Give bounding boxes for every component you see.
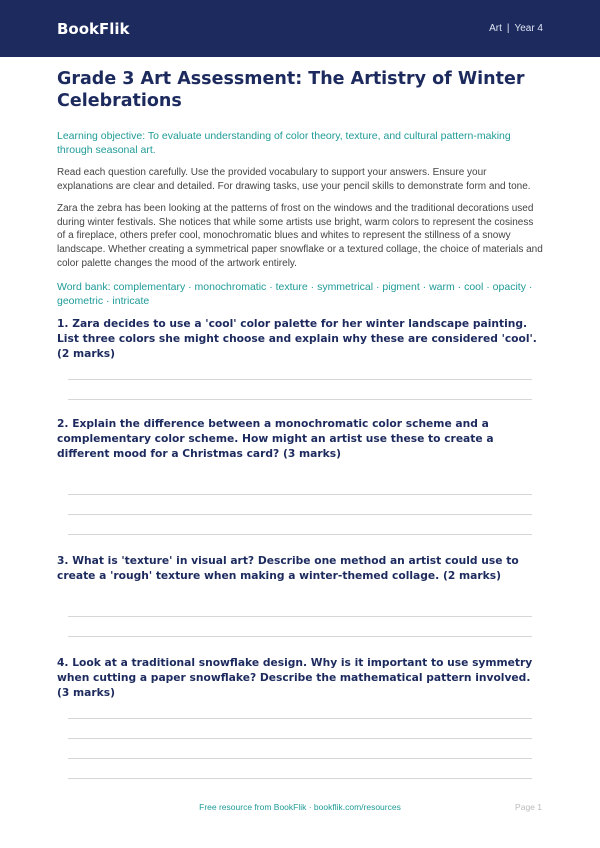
answer-line[interactable]	[68, 718, 532, 719]
year-label: Year 4	[514, 23, 543, 34]
learning-objective: Learning objective: To evaluate understanding of color theory, texture, and cultural pattern-making through seasonal art.	[57, 130, 511, 156]
answer-line[interactable]	[68, 636, 532, 637]
answer-line[interactable]	[68, 494, 532, 495]
story-text: Zara the zebra has been looking at the patterns of frost on the windows and the traditional decorations used during winter festivals. She notices that while some artists use bright, warm colors to represent the cosiness of a fireplace, others prefer cool, monochromatic blues and whites to represent the stillness of a snowy landscape. Whether creating a symmetrical paper snowflake or a textured collage, the choice of materials and color palette changes the mood of the artwork entirely.	[57, 203, 543, 269]
header-meta	[489, 23, 543, 34]
subject-label: Art	[489, 23, 502, 34]
instructions-text: Read each question carefully. Use the provided vocabulary to support your answers. Ensure your explanations are clear and detailed. For drawing tasks, use your pencil skills to demonstrate form and tone.	[57, 167, 531, 192]
footer-link[interactable]: Free resource from BookFlik · bookflik.com/resources	[199, 802, 401, 812]
brand-logo: BookFlik	[57, 19, 130, 38]
word-bank: Word bank: complementary · monochromatic · texture · symmetrical · pigment · warm · cool · opacity · geometric · intricate	[57, 281, 533, 308]
worksheet-body	[0, 68, 600, 308]
answer-line[interactable]	[68, 758, 532, 759]
page-number: Page 1	[515, 802, 542, 812]
page-title: Grade 3 Art Assessment: The Artistry of Winter Celebrations	[57, 69, 525, 111]
answer-line[interactable]	[68, 738, 532, 739]
page-header	[0, 0, 600, 57]
question-2: 2. Explain the difference between a monochromatic color scheme and a complementary color scheme. How might an artist use these to create a different mood for a Christmas card? (3 marks)	[57, 417, 494, 460]
answer-line[interactable]	[68, 514, 532, 515]
answer-line[interactable]	[68, 616, 532, 617]
question-4: 4. Look at a traditional snowflake design. Why is it important to use symmetry when cutting a paper snowflake? Describe the mathematical pattern involved. (3 marks)	[57, 656, 533, 699]
answer-line[interactable]	[68, 399, 532, 400]
answer-line[interactable]	[68, 778, 532, 779]
question-1: 1. Zara decides to use a 'cool' color palette for her winter landscape painting. List three colors she might choose and explain why these are considered 'cool'. (2 marks)	[57, 317, 537, 360]
answer-line[interactable]	[68, 379, 532, 380]
question-3: 3. What is 'texture' in visual art? Describe one method an artist could use to create a 'rough' texture when making a winter-themed collage. (2 marks)	[57, 554, 519, 582]
answer-line[interactable]	[68, 534, 532, 535]
meta-divider: |	[506, 23, 510, 34]
